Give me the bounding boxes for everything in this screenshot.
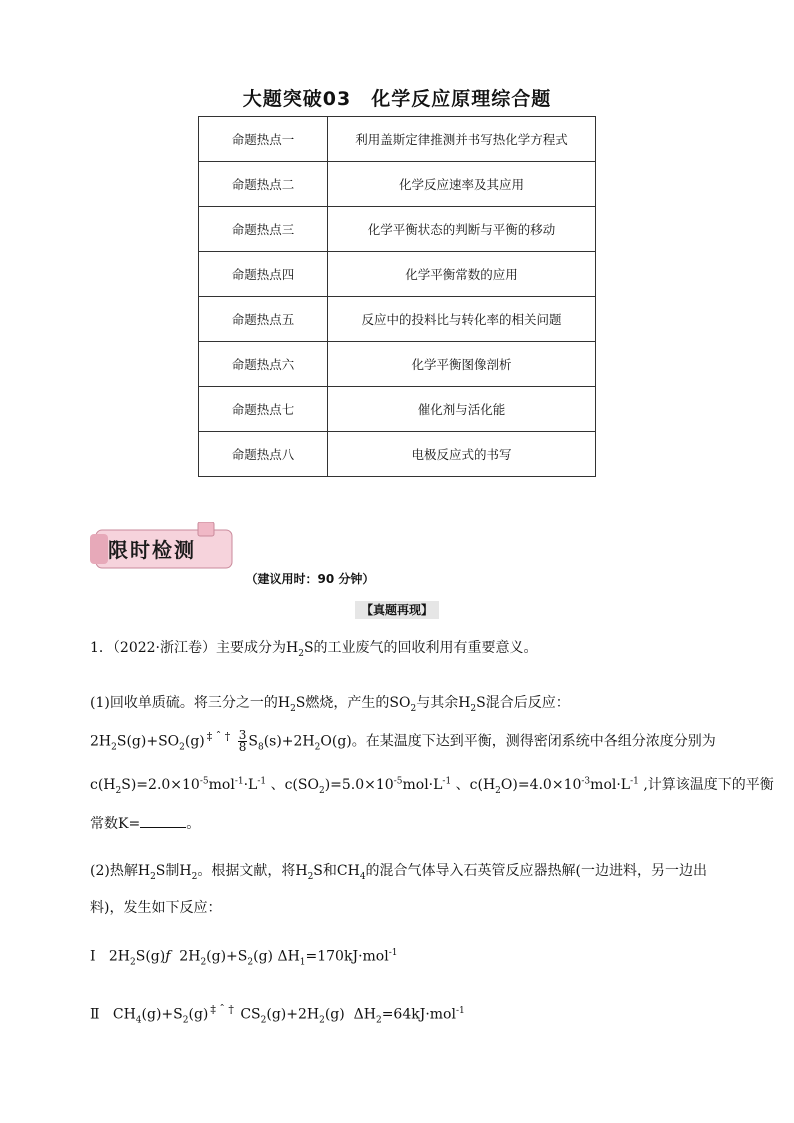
- topic-row: [199, 252, 596, 297]
- banner-label: 限时检测: [108, 538, 196, 562]
- reaction-2: Ⅱ $CH_4(g)+S_2(g)$ ‡ ˆ † $CS_2(g)+2H_2(g)$ $\Delta H_2=64kJ\cdot mol^{-1}$: [90, 1003, 465, 1026]
- topic-row: [199, 207, 596, 252]
- question-1-part2: (2)热解$H_2S$制$H_2$。根据文献，将$H_2S$和$CH_4$的混合气体导入石英管反应器热解(一边进料，另一边出: [90, 863, 708, 882]
- topic-key: 命题热点八: [199, 432, 328, 477]
- topic-value: 化学平衡常数的应用: [328, 252, 596, 297]
- k-question: 常数K= 。: [90, 816, 201, 832]
- topic-key: 命题热点四: [199, 252, 328, 297]
- topic-key: 命题热点三: [199, 207, 328, 252]
- topic-row: [199, 342, 596, 387]
- topic-key: 命题热点一: [199, 117, 328, 162]
- topic-row: [199, 432, 596, 477]
- topic-row: [199, 117, 596, 162]
- question-1-part2-cont: 料)，发生如下反应：: [90, 900, 222, 916]
- topic-row: [199, 387, 596, 432]
- topic-value: 化学平衡图像剖析: [328, 342, 596, 387]
- section-label: 【真题再现】: [0, 601, 794, 618]
- reaction-1: Ⅰ $2H_2S(g)ƒ$ $2H_2(g)+S_2(g)$ $\Delta H_1=170kJ\cdot mol^{-1}$: [90, 948, 398, 968]
- equation-1: $2H_2S(g)+SO_2(g)$ ‡ ˆ † $\frac{3}{8}$ $S_8(s)+2H_2O(g)$。在某温度下达到平衡，测得密闭系统中各组分浓度分别为: [90, 728, 716, 755]
- topic-value: 电极反应式的书写: [328, 432, 596, 477]
- topic-value: 化学反应速率及其应用: [328, 162, 596, 207]
- time-hint: （建议用时：90 分钟）: [245, 572, 375, 586]
- topic-key: 命题热点五: [199, 297, 328, 342]
- page-title: 大题突破03 化学反应原理综合题: [242, 88, 552, 110]
- topic-row: [199, 297, 596, 342]
- concentration-line: $c(H_2S)=2.0\times 10^{-5}mol^{-1}\cdot L^{-1}$ 、$c(SO_2)=5.0\times 10^{-5}mol\cdot L^{-1}$ 、$c(H_2O)=4.0\times 10^{-3}mol\cdot L^{-1}$ ,计算该温度下的平衡: [90, 776, 774, 796]
- topic-row: [199, 162, 596, 207]
- topic-key: 命题热点七: [199, 387, 328, 432]
- topic-key: 命题热点二: [199, 162, 328, 207]
- topic-value: 反应中的投料比与转化率的相关问题: [328, 297, 596, 342]
- topic-table: [198, 116, 596, 477]
- topic-value: 利用盖斯定律推测并书写热化学方程式: [328, 117, 596, 162]
- topic-value: 化学平衡状态的判断与平衡的移动: [328, 207, 596, 252]
- topic-key: 命题热点六: [199, 342, 328, 387]
- question-1-intro: 1．（2022·浙江卷）主要成分为$H_2S$的工业废气的回收利用有重要意义。: [90, 640, 538, 659]
- question-1-part1: (1)回收单质硫。将三分之一的$H_2S$燃烧，产生的$SO_2$与其余$H_2S$混合后反应：: [90, 695, 570, 714]
- topic-value: 催化剂与活化能: [328, 387, 596, 432]
